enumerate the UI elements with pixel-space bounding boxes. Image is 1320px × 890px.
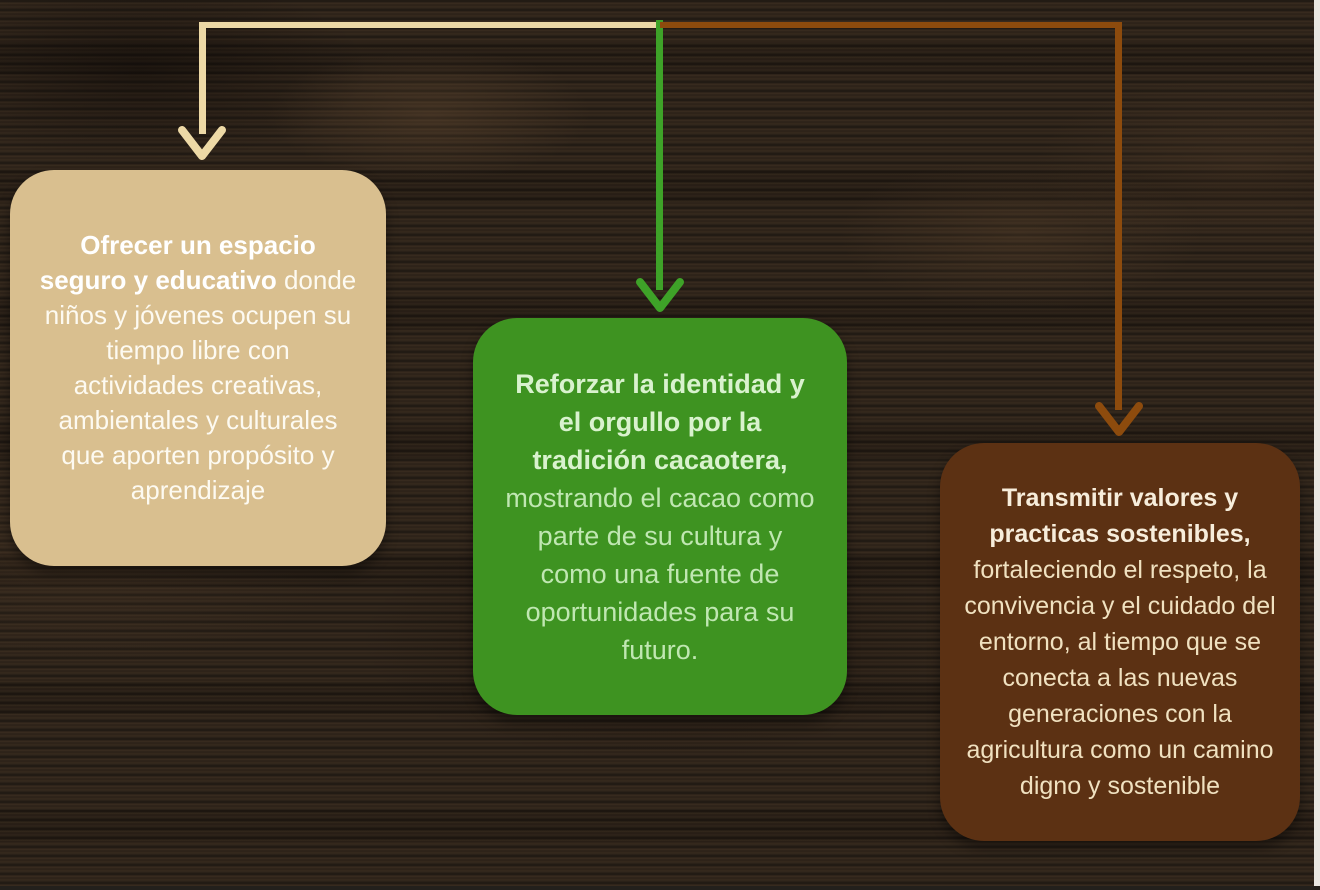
photo-edge-right xyxy=(1314,0,1320,890)
card-bold-text: Transmitir valores y practicas sostenibles, xyxy=(989,484,1251,548)
arrow-down-icon xyxy=(630,276,690,316)
card-body-text: fortaleciendo el respeto, la convivencia y el cuidado del entorno, al tiempo que se conecta a las nuevas generaciones con la agricultura como un camino digno y sostenible xyxy=(964,556,1276,800)
card-body-text: mostrando el cacao como parte de su cultura y como una fuente de oportunidades para su futuro. xyxy=(505,482,815,665)
connector-right-vertical xyxy=(1115,22,1122,410)
card-offer-safe-space xyxy=(10,170,386,566)
card-values-transmission xyxy=(940,443,1300,841)
card-identity-pride xyxy=(473,318,847,715)
connector-center-vertical xyxy=(656,20,663,290)
card-text xyxy=(38,228,358,508)
arrow-down-icon xyxy=(172,124,232,164)
card-text xyxy=(962,480,1278,804)
photo-edge-bottom xyxy=(0,886,1320,890)
connector-left-vertical xyxy=(199,22,206,134)
connector-left-horizontal xyxy=(202,22,662,28)
card-text xyxy=(501,365,819,669)
card-bold-text: Reforzar la identidad y el orgullo por la tradición cacaotera, xyxy=(515,368,805,475)
connector-right-horizontal xyxy=(660,22,1122,28)
card-bold-text: Ofrecer un espacio seguro y educativo xyxy=(39,230,316,295)
card-body-text: donde niños y jóvenes ocupen su tiempo libre con actividades creativas, ambientales y culturales que aporten propósito y aprendizaje xyxy=(44,265,357,505)
arrow-down-icon xyxy=(1089,400,1149,440)
